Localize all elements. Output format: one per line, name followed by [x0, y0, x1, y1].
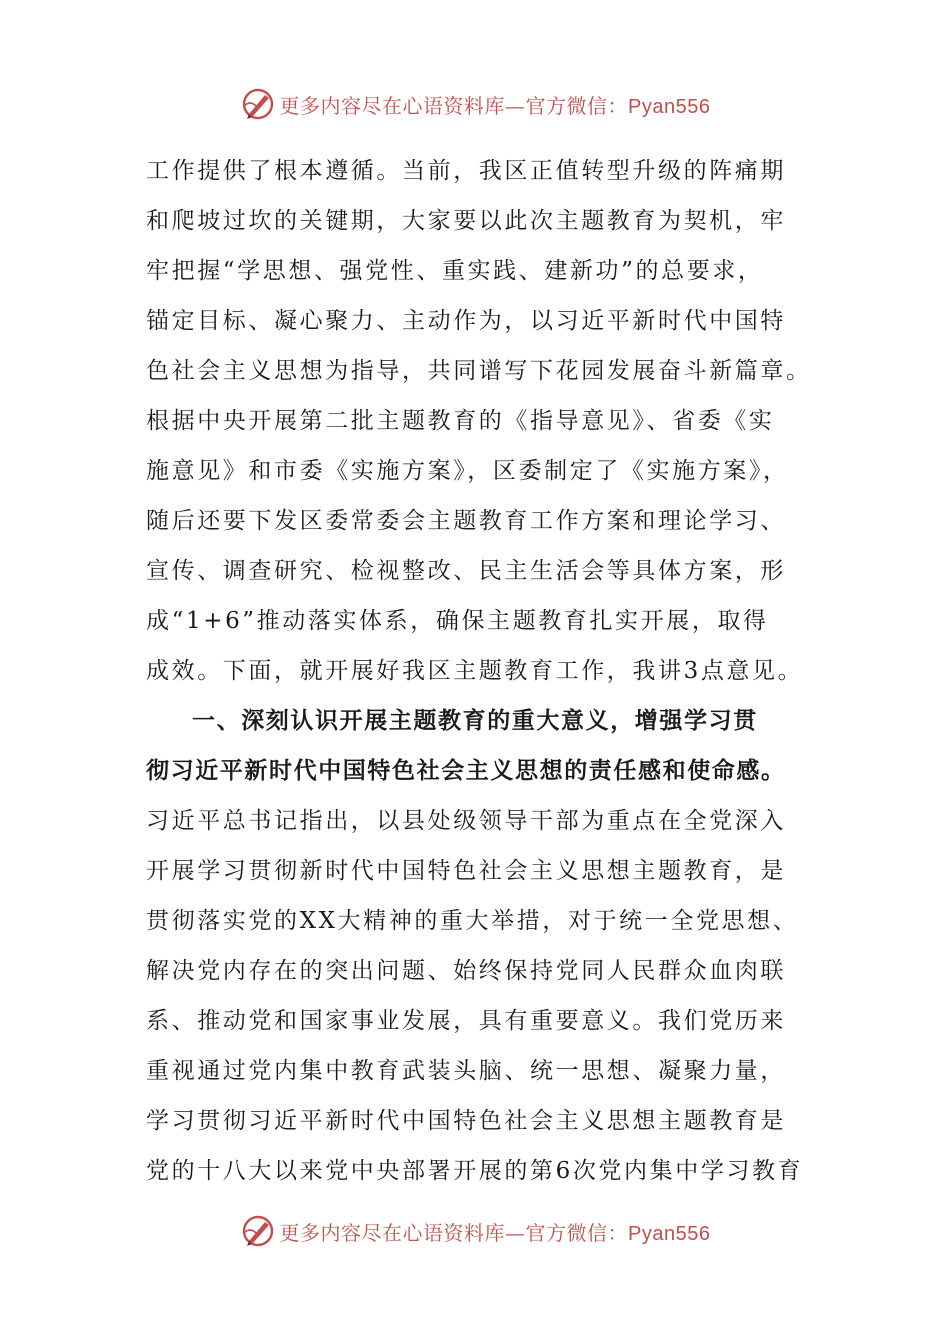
body-line: 根据中央开展第二批主题教育的《指导意见》、省委《实	[146, 408, 775, 434]
body-line: 成效。下面，就开展好我区主题教育工作，我讲3点意见。	[146, 658, 804, 684]
body-line: 施意见》和市委《实施方案》，区委制定了《实施方案》，	[146, 458, 789, 484]
header-watermark-banner	[0, 82, 950, 126]
pen-logo-icon	[240, 1213, 276, 1249]
section-body-line: 开展学习贯彻新时代中国特色社会主义思想主题教育，是	[146, 858, 786, 884]
document-body	[146, 146, 812, 1196]
section-heading-line-1: 一、深刻认识开展主题教育的重大意义，增强学习贯	[192, 707, 758, 734]
section-body-line: 解决党内存在的突出问题、始终保持党同人民群众血肉联	[146, 958, 786, 984]
body-line: 随后还要下发区委常委会主题教育工作方案和理论学习、	[146, 508, 786, 534]
body-line: 工作提供了根本遵循。当前，我区正值转型升级的阵痛期	[146, 158, 786, 184]
footer-watermark-banner	[0, 1209, 950, 1253]
section-body-line: 习近平总书记指出，以县处级领导干部为重点在全党深入	[146, 808, 786, 834]
body-line: 牢把握“学思想、强党性、重实践、建新功”的总要求，	[146, 258, 764, 284]
section-body-line: 学习贯彻习近平新时代中国特色社会主义思想主题教育是	[146, 1108, 786, 1134]
footer-watermark-text: 更多内容尽在心语资料库—官方微信：Pyan556	[279, 1220, 711, 1245]
footer-wechat-id: Pyan556	[628, 1222, 711, 1245]
body-line: 色社会主义思想为指导，共同谱写下花园发展奋斗新篇章。	[146, 358, 812, 384]
header-watermark-text: 更多内容尽在心语资料库—官方微信：Pyan556	[279, 93, 711, 118]
section-body-line: 重视通过党内集中教育武装头脑、统一思想、凝聚力量，	[146, 1058, 786, 1084]
section-body-line: 贯彻落实党的XX大精神的重大举措，对于统一全党思想、	[146, 908, 799, 934]
section-body-line: 系、推动党和国家事业发展，具有重要意义。我们党历来	[146, 1008, 786, 1034]
pen-logo-icon	[240, 86, 276, 122]
body-line: 和爬坡过坎的关键期，大家要以此次主题教育为契机，牢	[146, 208, 786, 234]
body-line: 宣传、调查研究、检视整改、民主生活会等具体方案，形	[146, 558, 786, 584]
section-heading-line-2: 彻习近平新时代中国特色社会主义思想的责任感和使命感。	[146, 757, 786, 784]
header-wechat-id: Pyan556	[628, 95, 711, 118]
body-line: 成“1+6”推动落实体系，确保主题教育扎实开展，取得	[146, 608, 769, 634]
body-line: 锚定目标、凝心聚力、主动作为，以习近平新时代中国特	[146, 308, 786, 334]
section-body-line: 党的十八大以来党中央部署开展的第6次党内集中学习教育	[146, 1158, 804, 1184]
